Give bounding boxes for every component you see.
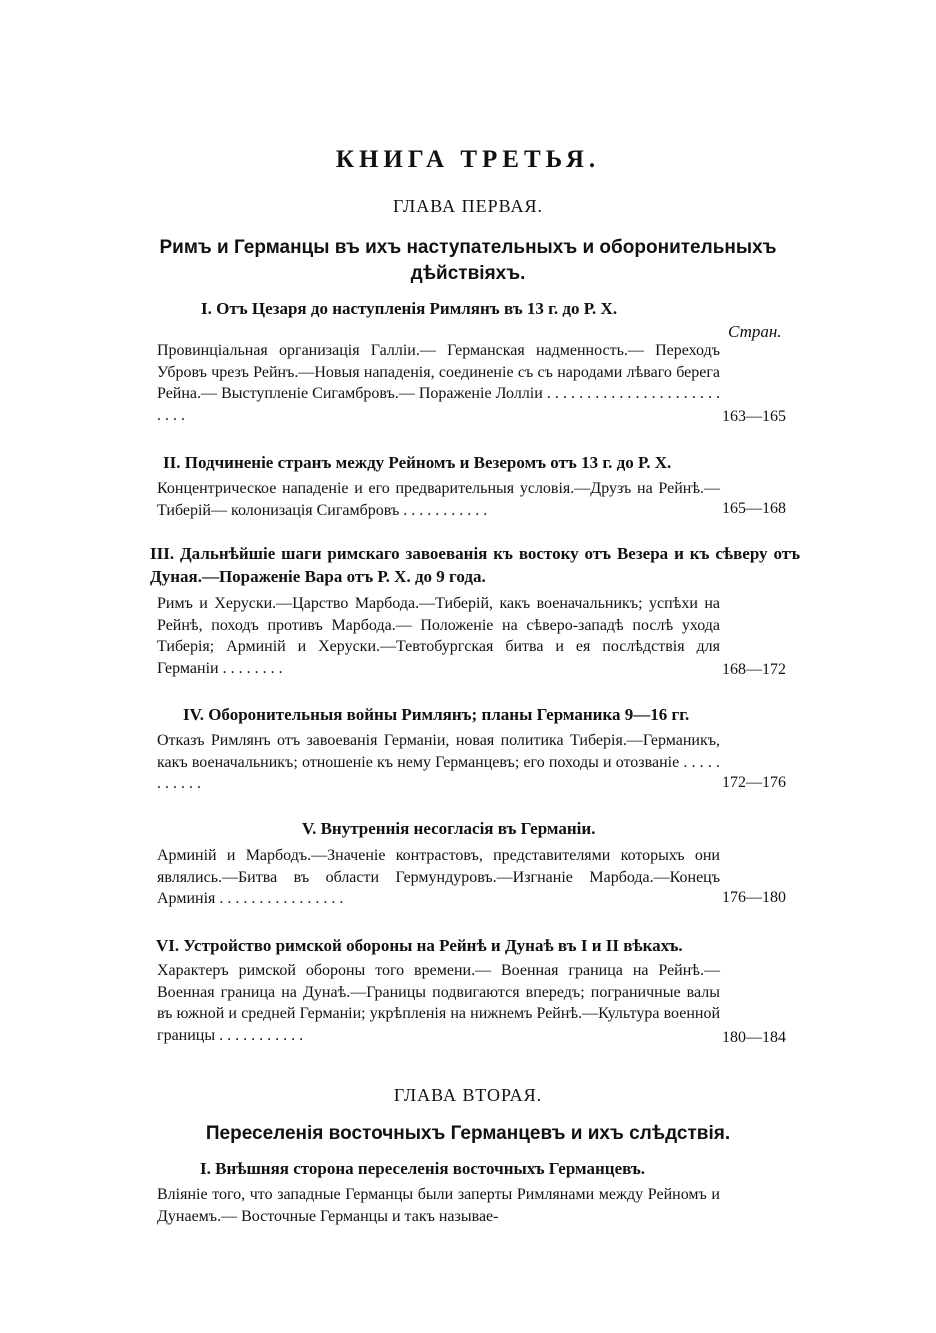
chapter-2-section-1-text: Вліяніе того, что западные Германцы были заперты Римлянами между Рейномъ и Дунаемъ.— Восточные Германцы и такъ называе- — [157, 1186, 720, 1225]
book-title: КНИГА ТРЕТЬЯ. — [335, 146, 601, 173]
section-6-heading: VI. Устройство римской обороны на Рейнѣ и Дунаѣ въ I и II вѣкахъ. — [156, 936, 683, 955]
section-2-text: Концентрическое нападеніе и его предварительныя условія.—Друзъ на Рейнѣ.— Тиберій— колонизація Сигамбровъ . . . . . . . . . . . — [157, 480, 720, 519]
section-3-text: Римъ и Херуски.—Царство Марбода.—Тиберій, какъ военачальникъ; успѣхи на Рейнѣ, походъ противъ Марбода.— Положеніе на сѣверо-западѣ послѣ ухода Тиберія; Арминій и Херуски.—Тевтобургская битва и ея послѣдствія для Германіи . . . . . . . . — [157, 595, 720, 677]
section-6-text: Характеръ римской обороны того времени.— Военная граница на Рейнѣ.—Военная граница на Дунаѣ.—Границы подвигаются впередъ; пограничные валы въ южной и средней Германіи; укрѣпленія на нижнемъ Рейнѣ.—Культура военной границы . . . . . . . . . . . — [157, 962, 720, 1044]
section-1-heading: I. Отъ Цезаря до наступленія Римлянъ въ 13 г. до Р. Х. — [201, 299, 618, 318]
section-6-body: Характеръ римской обороны того времени.— Военная граница на Рейнѣ.—Военная граница на Дунаѣ.—Границы подвигаются впередъ; пограничные валы въ южной и средней Германіи; укрѣпленія на нижнемъ Рейнѣ.—Культура военной границы — [157, 962, 720, 1044]
chapter-2-section-1-heading: I. Внѣшняя сторона переселенія восточныхъ Германцевъ. — [200, 1159, 646, 1178]
section-4-text: Отказъ Римлянъ отъ завоеванія Германіи, новая политика Тиберія.—Германикъ, какъ военачальникъ; отношеніе къ нему Германцевъ; его походы и отозваніе . . . . . . . . . . . — [157, 732, 721, 792]
chapter-1-title: ГЛАВА ПЕРВАЯ. — [392, 196, 543, 216]
section-5-body: Арминій и Марбодъ.—Значеніе контрастовъ, представителями которыхъ они являлись.—Битва въ области Гермундуровъ.—Изгнаніе Марбода.—Конецъ Арминія — [157, 847, 720, 907]
section-5-text: Арминій и Марбодъ.—Значеніе контрастовъ, представителями которыхъ они являлись.—Битва въ области Гермундуровъ.—Изгнаніе Марбода.—Конецъ Арминія . . . . . . . . . . . . . . . . — [157, 847, 720, 907]
section-1-body: Провинціальная организація Галліи.— Германская надменность.— Переходъ Убровъ чрезъ Рейнъ.—Новыя нападенія, соединеніе съ съ народами лѣваго берега Рейна.— Выступленіе Сигамбровъ.— Пораженіе Лолліи — [157, 342, 720, 402]
section-2-pages: 165—168 — [722, 500, 786, 517]
section-3-heading: III. Дальнѣйшіе шаги римскаго завоеванія къ востоку отъ Везера и къ сѣверу отъ Дуная.—Пораженіе Вара отъ Р. Х. до 9 года. — [150, 544, 800, 586]
section-5-heading: V. Внутреннія несогласія въ Германіи. — [302, 819, 596, 838]
section-1-pages: 163—165 — [722, 408, 786, 425]
section-6-pages: 180—184 — [722, 1029, 786, 1046]
section-1-text: Провинціальная организація Галліи.— Германская надменность.— Переходъ Убровъ чрезъ Рейнъ.—Новыя нападенія, соединеніе съ съ народами лѣваго берега Рейна.— Выступленіе Сигамбровъ.— Пораженіе Лолліи . . . . . . . . . . . . . . . . . . . . . . . . . . — [157, 342, 721, 424]
section-3-pages: 168—172 — [722, 661, 786, 678]
section-5-pages: 176—180 — [722, 889, 786, 906]
section-4-pages: 172—176 — [722, 774, 786, 791]
section-3-body: Римъ и Херуски.—Царство Марбода.—Тиберій, какъ военачальникъ; успѣхи на Рейнѣ, походъ противъ Марбода.— Положеніе на сѣверо-западѣ послѣ ухода Тиберія; Арминій и Херуски.—Тевтобургская битва и ея послѣдствія для Германіи — [157, 595, 720, 677]
section-4-heading: IV. Оборонительныя войны Римлянъ; планы Германика 9—16 гг. — [183, 705, 690, 724]
section-4-body: Отказъ Римлянъ отъ завоеванія Германіи, новая политика Тиберія.—Германикъ, какъ военачальникъ; отношеніе къ нему Германцевъ; его походы и отозваніе — [157, 732, 720, 771]
pages-column-label: Стран. — [728, 322, 782, 341]
chapter-2-title: ГЛАВА ВТОРАЯ. — [393, 1085, 543, 1105]
section-2-body: Концентрическое нападеніе и его предварительныя условія.—Друзъ на Рейнѣ.— Тиберій— колонизація Сигамбровъ — [157, 480, 720, 519]
section-2-heading: II. Подчиненіе странъ между Рейномъ и Везеромъ отъ 13 г. до Р. Х. — [163, 453, 672, 472]
chapter-2-subtitle: Переселенія восточныхъ Германцевъ и ихъ слѣдствія. — [205, 1123, 731, 1144]
chapter-1-subtitle: Римъ и Германцы въ ихъ наступательныхъ и оборонительныхъ дѣйствіяхъ. — [159, 237, 777, 284]
